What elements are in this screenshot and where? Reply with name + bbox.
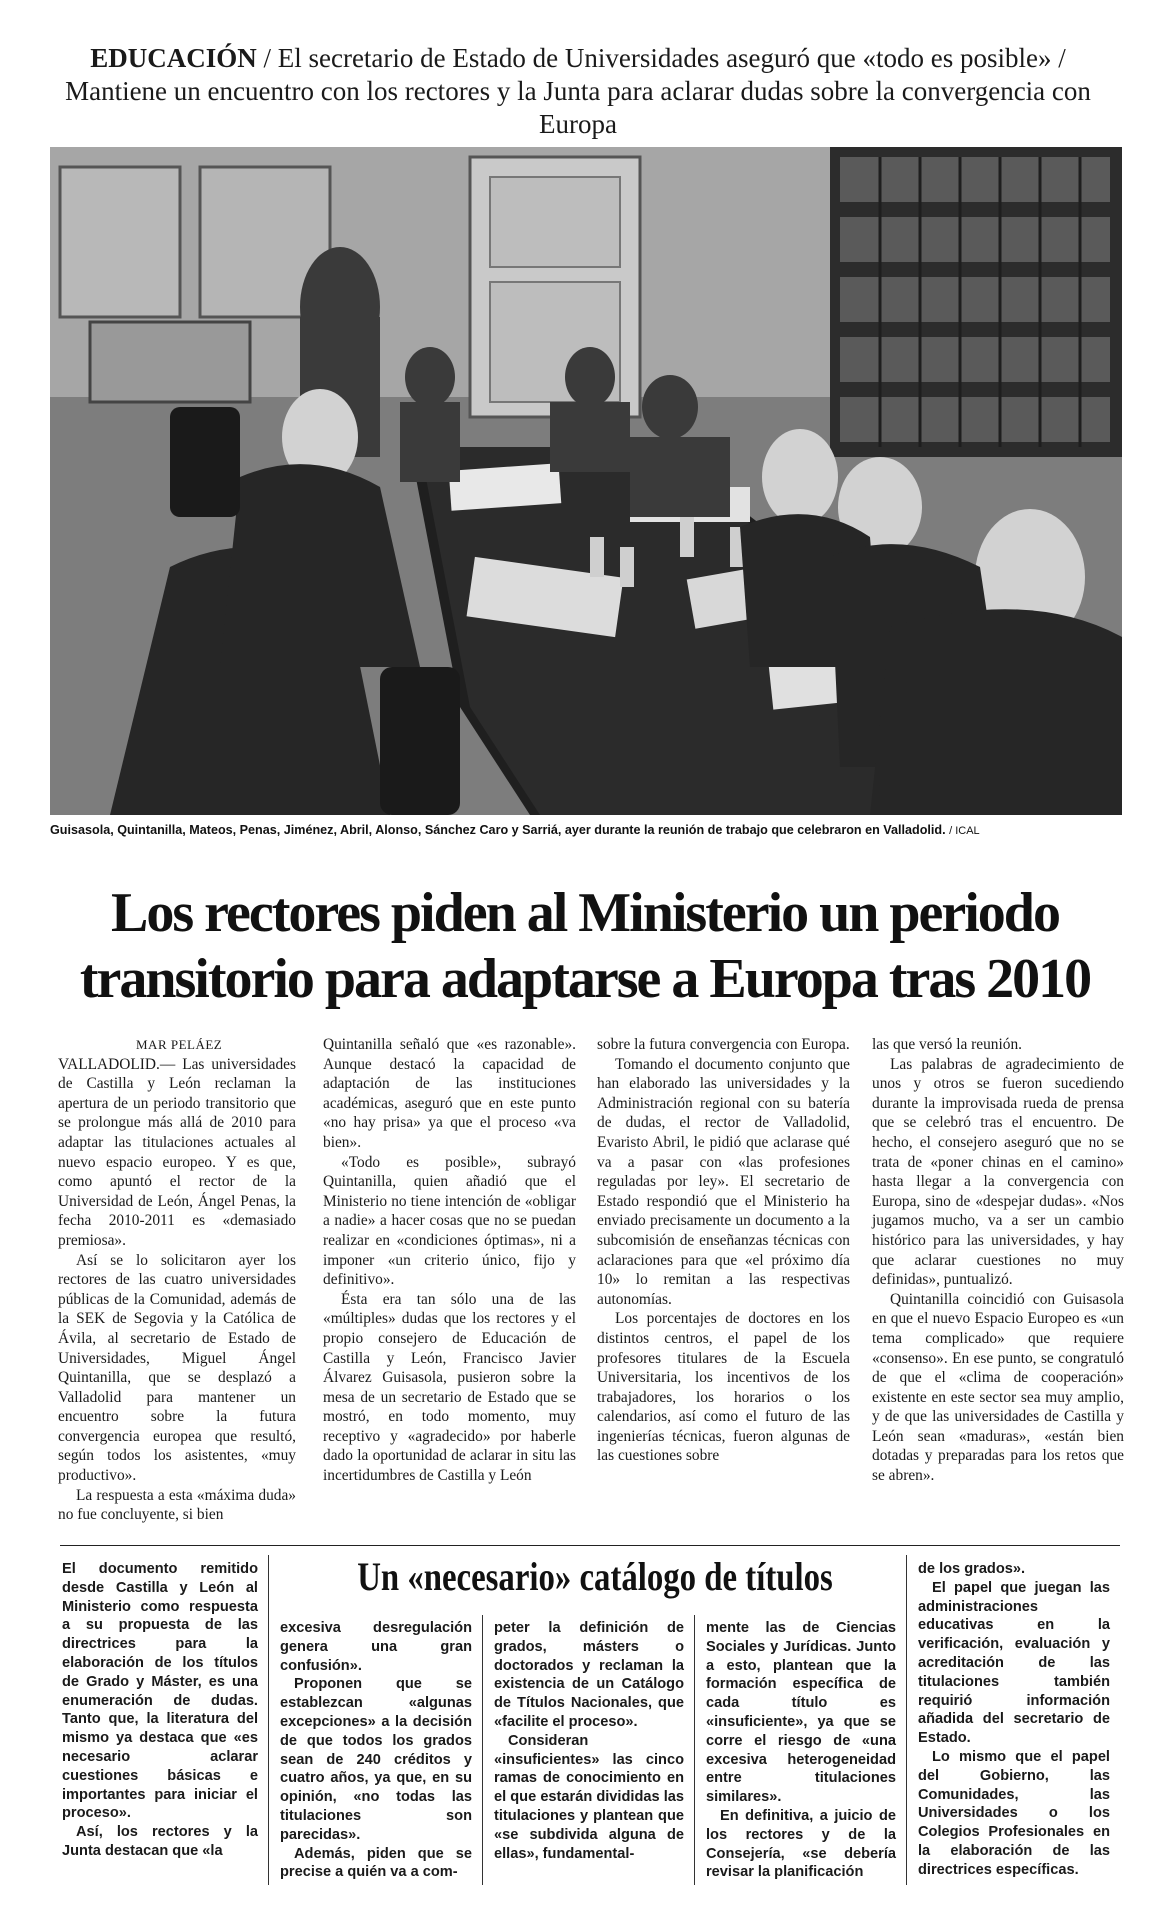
kicker-text: / El secretario de Estado de Universidades aseguró que «todo es posible» / Mantiene un encuentro con los rectores y la Junta para aclarar dudas sobre la convergencia con Europa [65, 43, 1091, 139]
sidebar-paragraph: En definitiva, a juicio de los rectores y de la Consejería, «se debería revisar la planificación [706, 1807, 896, 1881]
kicker-section: EDUCACIÓN [90, 43, 257, 73]
sidebar-paragraph: Así, los rectores y la Junta destacan que «la [62, 1824, 258, 1859]
article-paragraph: Quintanilla coincidió con Guisasola en que el nuevo Espacio Europeo es «un tema complicado» que requiere «consenso». En ese punto, se congratuló de que el «clima de cooperación» existente en este sector sea muy amplio, y de que las universidades de Castilla y León sean «maduras», «están bien dotadas y preparadas para los retos que se abren». [872, 1290, 1124, 1485]
sidebar-paragraph: peter la definición de grados, másters o doctorados y reclaman la existencia de un Catálogo de Títulos Nacionales, que «facilite el proceso». [494, 1620, 684, 1730]
article-column-3 [597, 1035, 850, 1466]
column-divider [906, 1555, 907, 1885]
sidebar-column-5 [918, 1560, 1110, 1880]
sidebar-paragraph: Además, piden que se precise a quién va a com- [280, 1845, 472, 1881]
article-column-2 [323, 1035, 576, 1486]
sidebar-column-4 [706, 1619, 896, 1882]
column-divider [694, 1615, 695, 1885]
sidebar-title: Un «necesario» catálogo de títulos [357, 1554, 833, 1599]
article-paragraph: las que versó la reunión. [872, 1036, 1023, 1053]
article-paragraph: Ésta era tan sólo una de las «múltiples» dudas que los rectores y el propio consejero de Educación de Castilla y León, Francisco Javier Álvarez Guisasola, pusieron sobre la mesa de un secretario de Estado que se mostró, en todo momento, muy receptivo y «agradecido» por haberle dado la oportunidad de aclarar in situ las incertidumbres de Castilla y León [323, 1290, 576, 1485]
sidebar-column-1 [62, 1560, 258, 1861]
article-column-4 [872, 1035, 1124, 1486]
article-paragraph: «Todo es posible», subrayó Quintanilla, quien añadió que el Ministerio no tiene intención de «obligar a nadie» a hacer cosas que no se puedan realizar en «condiciones óptimas», ni a imponer «un criterio único, fijo y definitivo». [323, 1153, 576, 1289]
sidebar-column-3 [494, 1619, 684, 1863]
photo-caption [50, 822, 1130, 839]
byline: MAR PELÁEZ [136, 1037, 223, 1052]
meeting-photo-drawing [50, 147, 1122, 815]
article-paragraph: Quintanilla señaló que «es razonable». Aunque destacó la capacidad de adaptación de las instituciones académicas, aseguró que en este punto «no hay prisa» ya que el proceso «va bien». [323, 1036, 576, 1151]
column-divider [482, 1615, 483, 1885]
caption-text: Guisasola, Quintanilla, Mateos, Penas, Jiménez, Abril, Alonso, Sánchez Caro y Sarriá, ayer durante la reunión de trabajo que celebraron en Valladolid. [50, 823, 946, 837]
article-paragraph: Las palabras de agradecimiento de unos y otros se fueron sucediendo durante la improvisada rueda de prensa que se celebró tras el encuentro. De hecho, el consejero aseguró que no se trata de «poner chinas en el camino» hasta llegar a la convergencia con Europa, sino de «despejar dudas». «Nos jugamos mucho, va a ser un cambio histórico para las universidades, y hay que aclarar cuestiones no muy definidas», puntualizó. [872, 1055, 1124, 1289]
sidebar-paragraph: de los grados». [918, 1561, 1026, 1577]
headline: Los rectores piden al Ministerio un periodo transitorio para adaptarse a Europa tras 2010 [79, 882, 1091, 1010]
sidebar-paragraph: mente las de Ciencias Sociales y Jurídicas. Junto a esto, plantean que la formación específica de cada título es «insuficiente», ya que se corre el riesgo de «una excesiva heterogeneidad entre titulaciones similares». [706, 1620, 896, 1806]
article-paragraph: Los porcentajes de doctores en los distintos centros, el papel de los profesores titulares de la Escuela Universitaria, los incentivos de los trabajadores, los horarios o los calendarios, así como el futuro de las ingenierías técnicas, fueron algunas de las cuestiones sobre [597, 1310, 850, 1465]
article-paragraph: Tomando el documento conjunto que han elaborado las universidades y la Administración regional con su batería de dudas, el rector de Valladolid, Evaristo Abril, le pidió que aclarase qué va a pasar con «las profesiones reguladas por ley». El secretario de Estado respondió que el Ministerio ha enviado precisamente un documento a la subcomisión de enseñanzas técnicas con aclaraciones para que «el próximo día 10» lo remitan a las respectivas autonomías. [597, 1055, 850, 1308]
sidebar-paragraph: El documento remitido desde Castilla y León al Ministerio como respuesta a su propuesta de las directrices para la elaboración de los títulos de Grado y Máster, es una enumeración de dudas. Tanto que, la literatura del mismo ya destaca que «es necesario aclarar cuestiones básicas e importantes para iniciar el proceso». [62, 1561, 258, 1822]
sidebar-paragraph: Proponen que se establezcan «algunas excepciones» a la decisión de que todos los grados sean de 240 créditos y cuatro años, ya que, en su opinión, «no todas las titulaciones son parecidas». [280, 1676, 472, 1843]
article-paragraph: Así se lo solicitaron ayer los rectores de las cuatro universidades públicas de la Comunidad, además de la SEK de Segovia y la Católica de Ávila, al secretario de Estado de Universidades, Miguel Ángel Quintanilla, que se desplazó a Valladolid para mantener un encuentro sobre la futura convergencia europea que resultó, según todos los asistentes, «muy productivo». [58, 1251, 296, 1485]
sidebar-column-2 [280, 1619, 472, 1882]
sidebar-paragraph: Lo mismo que el papel del Gobierno, las Comunidades, las Universidades o los Colegios Profesionales en la elaboración de las directrices específicas. [918, 1748, 1110, 1878]
article-paragraph: La respuesta a esta «máxima duda» no fue concluyente, si bien [58, 1486, 296, 1524]
sidebar-paragraph: excesiva desregulación genera una gran confusión». [280, 1620, 472, 1674]
kicker [48, 42, 1108, 141]
article-paragraph: sobre la futura convergencia con Europa. [597, 1036, 850, 1053]
column-divider [268, 1555, 269, 1885]
sidebar-paragraph: El papel que juegan las administraciones educativas en la verificación, evaluación y acreditación de las titulaciones también requirió información añadida del secretario de Estado. [918, 1579, 1110, 1747]
sidebar-rule [60, 1545, 1120, 1546]
photo-credit: / ICAL [949, 825, 980, 837]
article-paragraph: VALLADOLID.— Las universidades de Castilla y León reclaman la apertura de un periodo transitorio que se prolongue más allá de 2010 para adaptar las titulaciones actuales al nuevo espacio europeo. Y es que, como apuntó el rector de la Universidad de León, Ángel Penas, la fecha 2010-2011 es «demasiado premiosa». [58, 1055, 296, 1249]
article-column-1 [58, 1035, 296, 1525]
sidebar-paragraph: Consideran «insuficientes» las cinco ramas de conocimiento en el que estarán divididas las titulaciones y plantean que «se subdivida alguna de ellas», fundamental- [494, 1732, 684, 1862]
meeting-photo [50, 147, 1122, 815]
